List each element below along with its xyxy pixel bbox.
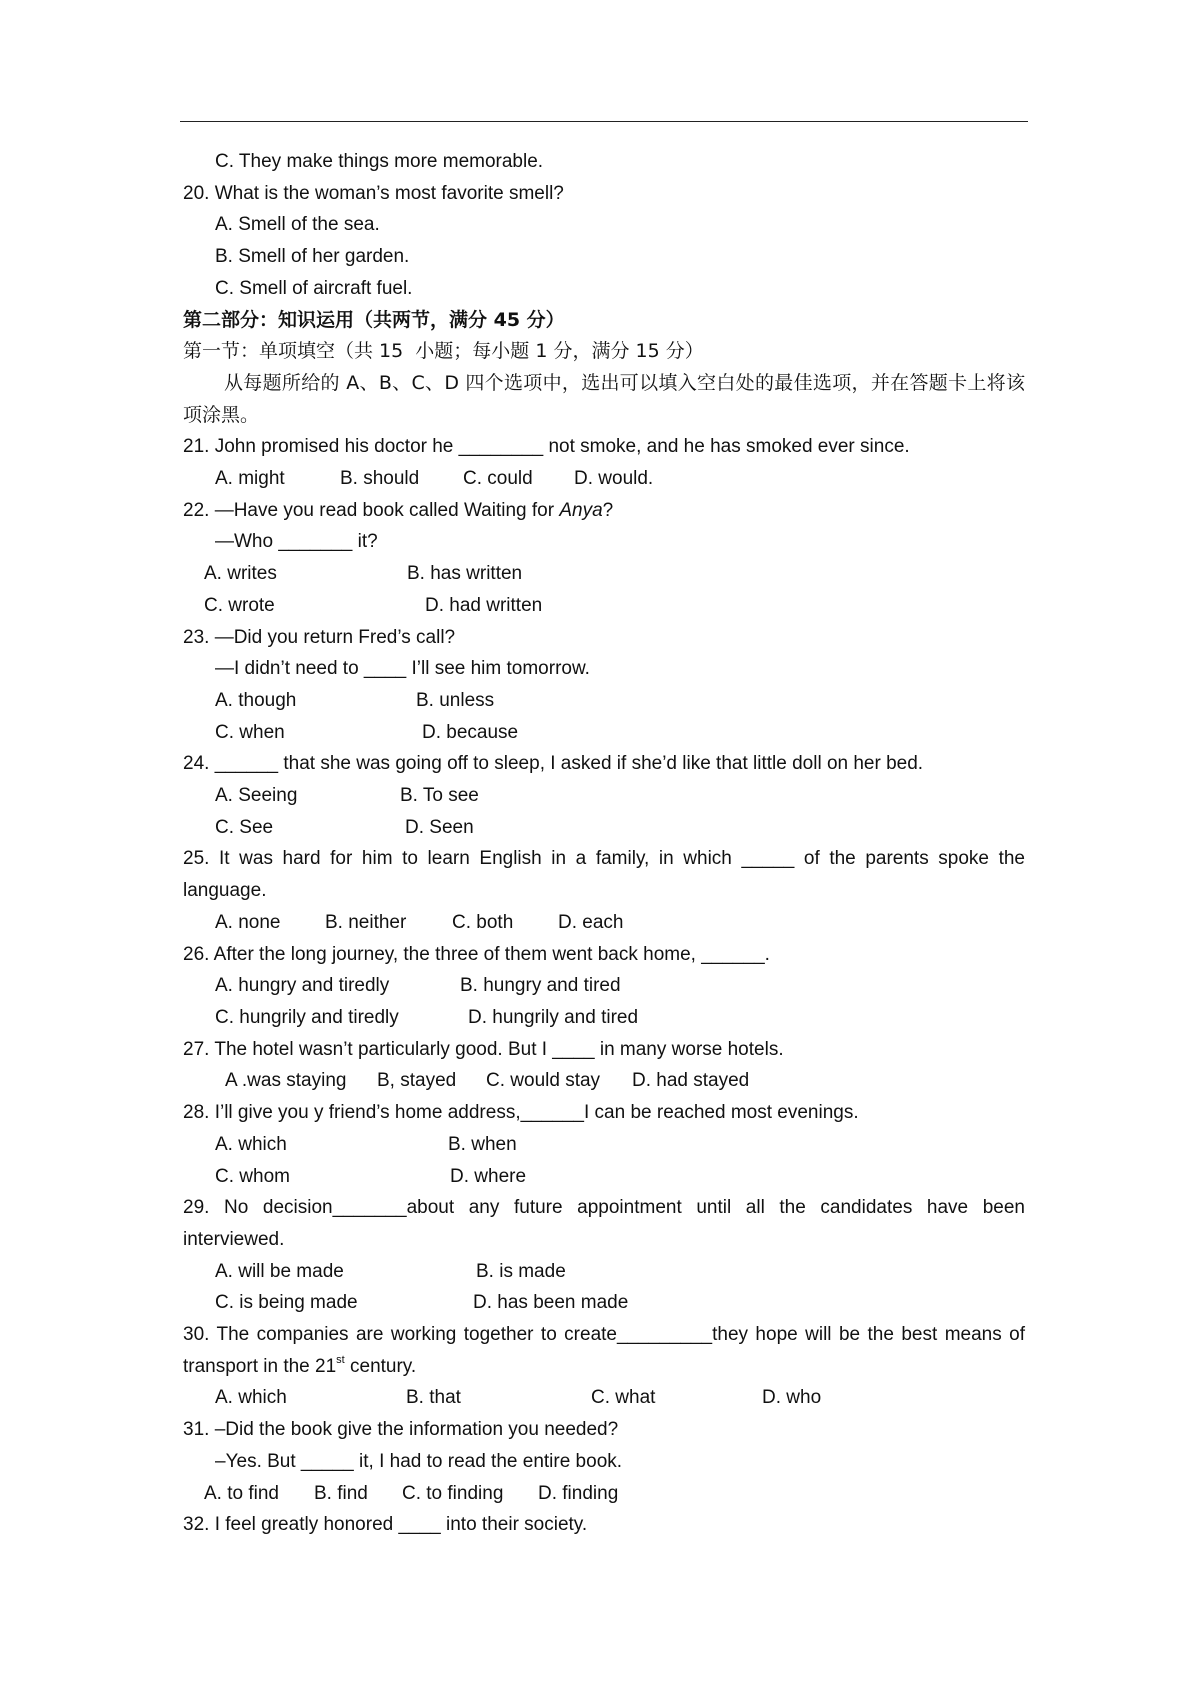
part-two-heading: 第二部分：知识运用（共两节，满分 45 分） [183,308,565,331]
q23-options-2 [183,717,1025,749]
q31-option-c: C. to finding [402,1482,504,1504]
q30-options [183,1382,1025,1414]
q26-options-2 [183,1002,1025,1034]
q22-option-a: A. writes [204,563,277,585]
q22-options-2 [183,590,1025,622]
q25-option-c: C. both [452,911,514,933]
q22-book-title: Anya [559,499,603,521]
q25-options [183,907,1025,939]
q29-options-1 [183,1256,1025,1288]
q27-option-a: A .was staying [225,1070,347,1092]
section-instructions: 从每题所给的 A、B、C、D 四个选项中，选出可以填入空白处的最佳选项，并在答题卡上将该项涂黑。 [183,371,1025,426]
q26-stem: 26. After the long journey, the three of them went back home, ______. [183,943,770,965]
q31-option-d: D. finding [538,1482,619,1504]
q20-option-a: A. Smell of the sea. [215,214,380,236]
q22-option-c: C. wrote [204,594,275,616]
q21-option-b: B. should [340,468,420,490]
q20-option-c: C. Smell of aircraft fuel. [215,277,413,299]
q29-option-c: C. is being made [215,1292,358,1314]
q29-option-b: B. is made [476,1260,566,1282]
q28-option-b: B. when [448,1133,517,1155]
q26-option-d: D. hungrily and tired [468,1006,639,1028]
q22-options-1 [183,558,1025,590]
q27-option-b: B, stayed [377,1070,457,1092]
q25-option-a: A. none [215,911,281,933]
q21-stem: 21. John promised his doctor he ________ not smoke, and he has smoked ever since. [183,436,910,458]
q29-option-a: A. will be made [215,1260,344,1282]
q30-option-a: A. which [215,1387,287,1409]
q22-option-d: D. had written [425,594,543,616]
q22-option-b: B. has written [407,563,523,585]
q29-options-2 [183,1287,1025,1319]
q24-option-a: A. Seeing [215,785,298,807]
q31-reply: –Yes. But _____ it, I had to read the entire book. [215,1450,623,1472]
q23-reply: —I didn’t need to ____ I’ll see him tomorrow. [215,658,590,680]
q26-option-b: B. hungry and tired [460,975,621,997]
q28-options-2 [183,1161,1025,1193]
q24-option-d: D. Seen [405,816,474,838]
q22-reply: —Who _______ it? [215,531,378,553]
q30-option-d: D. who [762,1387,822,1409]
q23-options-1 [183,685,1025,717]
q28-option-c: C. whom [215,1165,290,1187]
q29-option-d: D. has been made [473,1292,629,1314]
q29-stem: 29. No decision_______about any future appointment until all the candidates have been interviewed. [183,1197,1025,1250]
q28-option-d: D. where [450,1165,527,1187]
q19-option-c: C. They make things more memorable. [215,151,544,172]
q30-option-c: C. what [591,1387,656,1409]
q25-option-b: B. neither [325,911,407,933]
q24-options-1 [183,780,1025,812]
q26-option-a: A. hungry and tiredly [215,975,390,997]
q27-option-d: D. had stayed [632,1070,750,1092]
q22-stem-text: 22. —Have you read book called Waiting for [183,499,560,521]
q21-options [183,463,1025,495]
document-body [183,146,1025,1541]
section-one-heading: 第一节：单项填空（共 15 小题；每小题 1 分，满分 15 分） [183,340,704,363]
q24-options-2 [183,812,1025,844]
q31-option-a: A. to find [204,1482,279,1504]
q31-stem: 31. –Did the book give the information you needed? [183,1419,619,1441]
q23-option-b: B. unless [416,689,495,711]
q26-options-1 [183,970,1025,1002]
q26-option-c: C. hungrily and tiredly [215,1006,399,1028]
q24-stem: 24. ______ that she was going off to sleep, I asked if she’d like that little doll on her bed. [183,753,924,775]
q27-options [183,1065,1025,1097]
q31-options [183,1478,1025,1510]
q22-stem [183,495,1025,527]
q28-options-1 [183,1129,1025,1161]
q30-superscript: st [336,1353,345,1366]
q21-option-a: A. might [215,468,285,490]
q20-stem: 20. What is the woman’s most favorite smell? [183,182,564,204]
q28-option-a: A. which [215,1133,287,1155]
q31-option-b: B. find [314,1482,368,1504]
q24-option-b: B. To see [400,785,479,807]
q23-option-d: D. because [422,721,519,743]
q32-stem: 32. I feel greatly honored ____ into their society. [183,1514,588,1536]
q22-stem-end: ? [602,499,614,521]
q23-option-c: C. when [215,721,285,743]
q23-option-a: A. though [215,689,297,711]
q28-stem: 28. I’ll give you y friend’s home address,______I can be reached most evenings. [183,1102,859,1124]
q27-stem: 27. The hotel wasn’t particularly good. But I ____ in many worse hotels. [183,1038,784,1060]
q21-option-d: D. would. [574,468,654,490]
q30-stem-text: 30. The companies are working together to create_________they hope will be the best means of transport in the 21 [183,1324,1025,1377]
q30-stem [183,1319,1025,1382]
q23-stem: 23. —Did you return Fred’s call? [183,626,456,648]
q27-option-c: C. would stay [486,1070,601,1092]
header-rule [180,121,1028,122]
q21-option-c: C. could [463,468,533,490]
q25-stem: 25. It was hard for him to learn English in a family, in which _____ of the parents spoke the language. [183,848,1025,902]
q30-option-b: B. that [406,1387,461,1409]
q20-option-b: B. Smell of her garden. [215,246,410,268]
q24-option-c: C. See [215,816,274,838]
q30-stem-end: century. [344,1355,417,1377]
q25-option-d: D. each [558,911,624,933]
